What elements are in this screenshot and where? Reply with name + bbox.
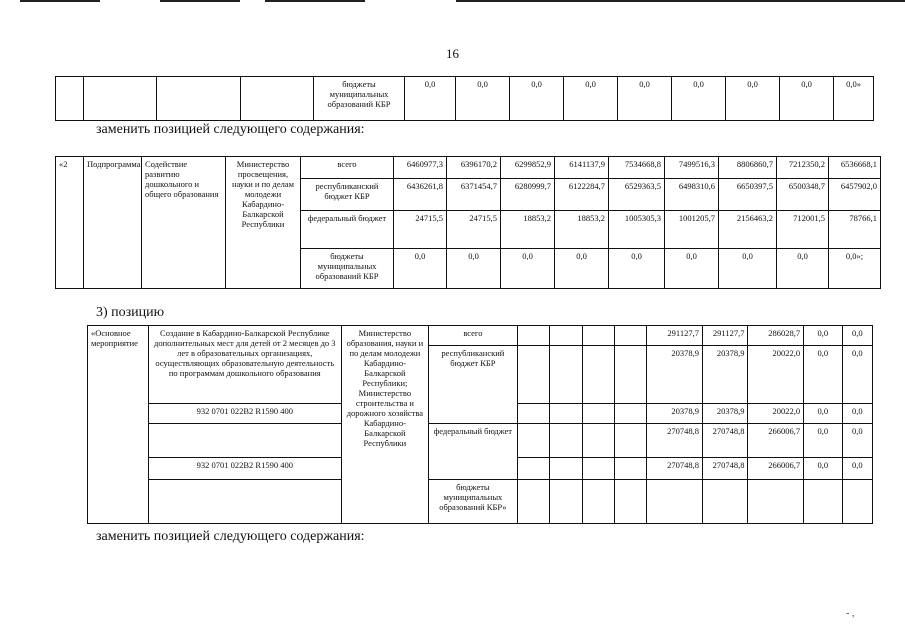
value-cell: 78766,1: [829, 211, 881, 249]
table-cell: [582, 458, 614, 480]
value-cell: 24715,5: [394, 211, 447, 249]
value-cell: 6650397,5: [719, 179, 777, 211]
table-main-activity: [87, 325, 873, 524]
value-cell: 20378,9: [702, 404, 748, 424]
value-cell: 6460977,3: [394, 157, 447, 179]
table-cell: [842, 480, 872, 524]
executor-cell: Министерство образования, науки и по делам молодежи Кабардино-Балкарской Республики; Министерство строительства и дорожного хозяйства Кабардино-Балкарской Республики: [341, 326, 428, 524]
value-cell: 0,0: [564, 77, 618, 121]
value-cell: 0,0: [777, 249, 829, 289]
value-cell: 7534668,8: [609, 157, 665, 179]
table-cell: [517, 404, 549, 424]
executor-cell: Министерство просвещения, науки и по делам молодежи Кабардино-Балкарской Республики: [226, 157, 301, 289]
value-cell: 0,0: [842, 404, 872, 424]
type-cell: «Основное мероприятие: [88, 326, 149, 524]
value-cell: 266006,7: [748, 458, 804, 480]
funding-source-cell: федеральный бюджет: [428, 424, 517, 480]
table-cell: [550, 346, 582, 404]
value-cell: 0,0: [672, 77, 726, 121]
table-cell: [582, 346, 614, 404]
value-cell: 0,0: [804, 404, 842, 424]
value-cell: 0,0: [719, 249, 777, 289]
table-subprogram: [55, 156, 881, 289]
value-cell: 0,0: [665, 249, 719, 289]
value-cell: 291127,7: [702, 326, 748, 346]
value-cell: 0,0: [842, 346, 872, 404]
table-cell: [550, 480, 582, 524]
table-cell: [56, 77, 84, 121]
value-cell: 20378,9: [647, 346, 703, 404]
table-cell: [614, 458, 646, 480]
value-cell: 286028,7: [748, 326, 804, 346]
value-cell: 6457902,0: [829, 179, 881, 211]
row-number-cell: «2: [56, 157, 84, 289]
value-cell: 18853,2: [555, 211, 609, 249]
value-cell: 0,0: [804, 458, 842, 480]
table-cell: [582, 326, 614, 346]
value-cell: 0,0: [780, 77, 834, 121]
value-cell: 20378,9: [647, 404, 703, 424]
value-cell: 20378,9: [702, 346, 748, 404]
table-cell: [614, 424, 646, 458]
value-cell: 0,0: [456, 77, 510, 121]
value-cell: 0,0: [842, 458, 872, 480]
name-cell: Создание в Кабардино-Балкарской Республике дополнительных мест для детей от 2 месяцев до 3 лет в образовательных организациях, осуществляющих образовательную деятельность по программам дошкольного образования: [148, 326, 341, 404]
value-cell: 8806860,7: [719, 157, 777, 179]
value-cell: 1005305,3: [609, 211, 665, 249]
value-cell: 0,0: [405, 77, 456, 121]
value-cell: 7499516,3: [665, 157, 719, 179]
table-cell: [148, 424, 341, 458]
funding-source-cell: всего: [428, 326, 517, 346]
value-cell: 0,0: [609, 249, 665, 289]
value-cell: 1001205,7: [665, 211, 719, 249]
value-cell: 712001,5: [777, 211, 829, 249]
table-cell: [550, 404, 582, 424]
value-cell: 0,0: [501, 249, 555, 289]
value-cell: 6498310,6: [665, 179, 719, 211]
value-cell: 6529363,5: [609, 179, 665, 211]
value-cell: 2156463,2: [719, 211, 777, 249]
value-cell: 270748,8: [647, 424, 703, 458]
value-cell: 0,0: [618, 77, 672, 121]
table-cell: [517, 346, 549, 404]
table-cell: [84, 77, 157, 121]
value-cell: 0,0: [510, 77, 564, 121]
top-border-line: [456, 0, 905, 2]
table-cell: [582, 424, 614, 458]
value-cell: 6141137,9: [555, 157, 609, 179]
table-cell: [647, 480, 703, 524]
table-cell: [517, 326, 549, 346]
table-cell: [148, 480, 341, 524]
value-cell: 20022,0: [748, 346, 804, 404]
value-cell: 0,0: [804, 424, 842, 458]
corner-marks: - ,: [846, 608, 855, 619]
value-cell: 24715,5: [447, 211, 501, 249]
replace-instruction: заменить позицией следующего содержания:: [96, 529, 365, 544]
table-cell: [582, 404, 614, 424]
value-cell: 0,0»: [834, 77, 874, 121]
table-cell: [517, 458, 549, 480]
type-cell: Подпрограмма: [84, 157, 142, 289]
table-cell: [614, 480, 646, 524]
value-cell: 18853,2: [501, 211, 555, 249]
value-cell: 6396170,2: [447, 157, 501, 179]
value-cell: 0,0: [555, 249, 609, 289]
table-cell: [804, 480, 842, 524]
value-cell: 20022,0: [748, 404, 804, 424]
value-cell: 0,0: [804, 326, 842, 346]
value-cell: 0,0: [804, 346, 842, 404]
value-cell: 270748,8: [702, 424, 748, 458]
table-cell: [702, 480, 748, 524]
value-cell: 6122284,7: [555, 179, 609, 211]
funding-source-cell: республиканский бюджет КБР: [428, 346, 517, 424]
value-cell: 266006,7: [748, 424, 804, 458]
top-border-line: [265, 0, 365, 2]
value-cell: 6299852,9: [501, 157, 555, 179]
funding-source-cell: бюджеты муниципальных образований КБР: [314, 77, 405, 121]
name-cell: Содействие развитию дошкольного и общего образования: [142, 157, 226, 289]
value-cell: 0,0: [726, 77, 780, 121]
replace-instruction: заменить позицией следующего содержания:: [96, 122, 365, 137]
top-border-line: [20, 0, 100, 2]
table-top-fragment: [55, 76, 874, 121]
top-border-line: [160, 0, 240, 2]
value-cell: 0,0: [842, 326, 872, 346]
table-cell: [614, 404, 646, 424]
value-cell: 0,0: [447, 249, 501, 289]
table-cell: [582, 480, 614, 524]
value-cell: 270748,8: [647, 458, 703, 480]
table-cell: [614, 346, 646, 404]
value-cell: 0,0: [394, 249, 447, 289]
page-number: 16: [446, 46, 459, 61]
table-cell: [550, 424, 582, 458]
funding-source-cell: бюджеты муниципальных образований КБР»: [428, 480, 517, 524]
table-cell: [241, 77, 314, 121]
table-cell: [614, 326, 646, 346]
value-cell: 0,0»;: [829, 249, 881, 289]
value-cell: 6371454,7: [447, 179, 501, 211]
table-cell: [517, 480, 549, 524]
value-cell: 0,0: [842, 424, 872, 458]
funding-source-cell: республиканский бюджет КБР: [301, 179, 394, 211]
value-cell: 291127,7: [647, 326, 703, 346]
budget-code-cell: 932 0701 022В2 R1590 400: [148, 458, 341, 480]
funding-source-cell: всего: [301, 157, 394, 179]
budget-code-cell: 932 0701 022В2 R1590 400: [148, 404, 341, 424]
item-heading: 3) позицию: [96, 305, 165, 320]
value-cell: 270748,8: [702, 458, 748, 480]
table-cell: [748, 480, 804, 524]
table-cell: [550, 326, 582, 346]
table-cell: [157, 77, 241, 121]
value-cell: 6280999,7: [501, 179, 555, 211]
value-cell: 7212350,2: [777, 157, 829, 179]
value-cell: 6536668,1: [829, 157, 881, 179]
value-cell: 6436261,8: [394, 179, 447, 211]
table-cell: [517, 424, 549, 458]
table-cell: [550, 458, 582, 480]
value-cell: 6500348,7: [777, 179, 829, 211]
funding-source-cell: федеральный бюджет: [301, 211, 394, 249]
funding-source-cell: бюджеты муниципальных образований КБР: [301, 249, 394, 289]
